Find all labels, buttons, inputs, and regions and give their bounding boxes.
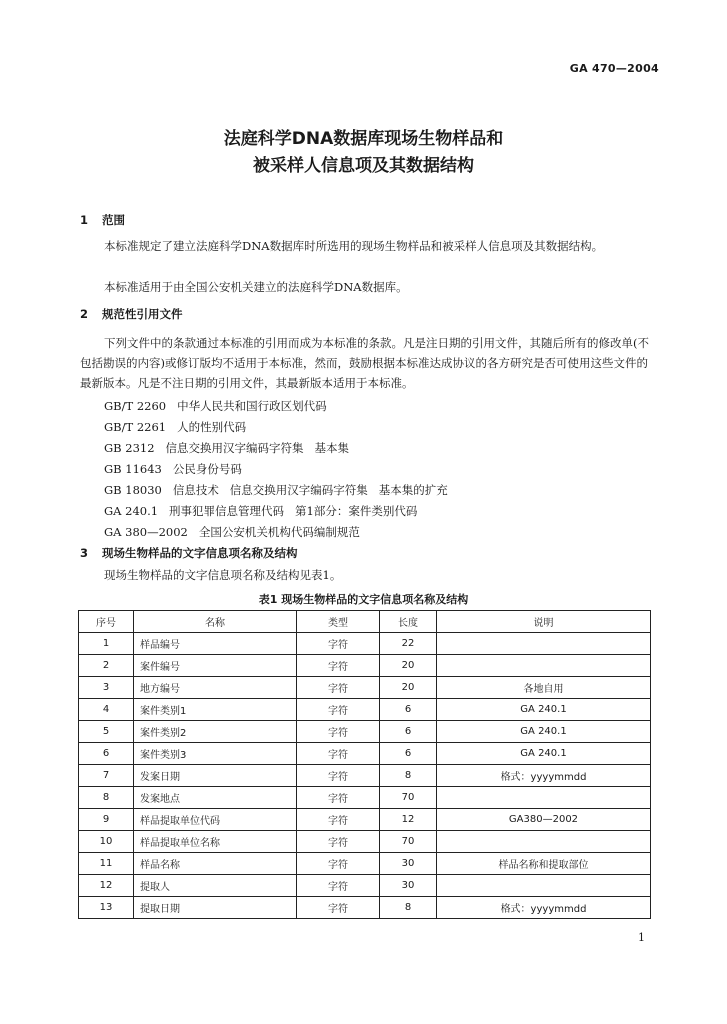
header-note: 说明	[437, 611, 651, 633]
row-note	[437, 787, 651, 809]
row-name: 样品名称	[134, 853, 297, 875]
row-note: GA 240.1	[437, 721, 651, 743]
row-note: 各地自用	[437, 677, 651, 699]
row-length: 8	[380, 765, 437, 787]
row-type: 字符	[297, 743, 380, 765]
section-title: 范围	[102, 213, 125, 227]
row-length: 6	[380, 721, 437, 743]
row-seq: 12	[79, 875, 134, 897]
row-seq: 10	[79, 831, 134, 853]
table-row	[79, 677, 651, 699]
section-number: 2	[80, 307, 89, 321]
row-note	[437, 875, 651, 897]
row-seq: 2	[79, 655, 134, 677]
row-note: GA 240.1	[437, 743, 651, 765]
row-length: 70	[380, 831, 437, 853]
table-row	[79, 809, 651, 831]
reference-item: GA 380—2002 全国公安机关机构代码编制规范	[104, 525, 360, 539]
row-note: 样品名称和提取部位	[437, 853, 651, 875]
section-1-paragraph-2: 本标准适用于由全国公安机关建立的法庭科学DNA数据库。	[104, 280, 408, 294]
table-row	[79, 897, 651, 919]
reference-item: GB/T 2260 中华人民共和国行政区划代码	[104, 399, 327, 413]
table-row	[79, 853, 651, 875]
row-name: 案件类别1	[134, 699, 297, 721]
row-note: GA380—2002	[437, 809, 651, 831]
row-type: 字符	[297, 633, 380, 655]
row-length: 20	[380, 655, 437, 677]
row-note	[437, 655, 651, 677]
row-type: 字符	[297, 787, 380, 809]
section-number: 1	[80, 213, 89, 227]
section-3-paragraph: 现场生物样品的文字信息项名称及结构见表1。	[104, 568, 342, 582]
row-length: 8	[380, 897, 437, 919]
row-seq: 5	[79, 721, 134, 743]
standard-number: GA 470—2004	[569, 62, 659, 75]
row-type: 字符	[297, 875, 380, 897]
row-length: 6	[380, 743, 437, 765]
row-name: 案件类别3	[134, 743, 297, 765]
row-note: 格式：yyyymmdd	[437, 897, 651, 919]
row-type: 字符	[297, 721, 380, 743]
section-title: 规范性引用文件	[102, 307, 183, 321]
table-row	[79, 699, 651, 721]
row-length: 30	[380, 875, 437, 897]
row-length: 12	[380, 809, 437, 831]
header-length: 长度	[380, 611, 437, 633]
table-caption: 表1 现场生物样品的文字信息项名称及结构	[258, 593, 469, 606]
document-title-line-2: 被采样人信息项及其数据结构	[253, 156, 474, 176]
table-row	[79, 787, 651, 809]
row-note: GA 240.1	[437, 699, 651, 721]
page-number: 1	[638, 931, 645, 944]
row-length: 20	[380, 677, 437, 699]
row-length: 22	[380, 633, 437, 655]
reference-item: GB 11643 公民身份号码	[104, 462, 242, 476]
row-note	[437, 831, 651, 853]
row-type: 字符	[297, 809, 380, 831]
row-name: 样品提取单位代码	[134, 809, 297, 831]
row-name: 案件编号	[134, 655, 297, 677]
header-type: 类型	[297, 611, 380, 633]
section-title: 现场生物样品的文字信息项名称及结构	[102, 546, 298, 560]
info-items-table	[78, 610, 651, 919]
section-1-heading	[80, 212, 125, 228]
row-seq: 13	[79, 897, 134, 919]
section-number: 3	[80, 546, 89, 560]
section-2-paragraph: 下列文件中的条款通过本标准的引用而成为本标准的条款。凡是注日期的引用文件，其随后所有的修改单(不包括勘误的内容)或修订版均不适用于本标准，然而，鼓励根据本标准达成协议的各方研究是否可使用这些文件的最新版本。凡是不注日期的引用文件，其最新版本适用于本标准。	[80, 336, 649, 390]
document-title-line-1: 法庭科学DNA数据库现场生物样品和	[223, 129, 504, 149]
row-name: 发案地点	[134, 787, 297, 809]
row-seq: 4	[79, 699, 134, 721]
row-note: 格式：yyyymmdd	[437, 765, 651, 787]
reference-item: GB/T 2261 人的性别代码	[104, 420, 247, 434]
row-seq: 3	[79, 677, 134, 699]
row-name: 样品提取单位名称	[134, 831, 297, 853]
reference-item: GB 2312 信息交换用汉字编码字符集 基本集	[104, 441, 349, 455]
row-seq: 9	[79, 809, 134, 831]
row-type: 字符	[297, 831, 380, 853]
section-1-paragraph-1: 本标准规定了建立法庭科学DNA数据库时所选用的现场生物样品和被采样人信息项及其数据结构。	[104, 239, 604, 253]
row-type: 字符	[297, 765, 380, 787]
row-type: 字符	[297, 897, 380, 919]
row-type: 字符	[297, 699, 380, 721]
reference-item: GB 18030 信息技术 信息交换用汉字编码字符集 基本集的扩充	[104, 483, 448, 497]
row-type: 字符	[297, 853, 380, 875]
row-name: 提取人	[134, 875, 297, 897]
reference-item: GA 240.1 刑事犯罪信息管理代码 第1部分：案件类别代码	[104, 504, 418, 518]
table-row	[79, 633, 651, 655]
section-3-heading	[80, 545, 298, 561]
row-note	[437, 633, 651, 655]
table-header-row	[79, 611, 651, 633]
row-type: 字符	[297, 655, 380, 677]
row-seq: 6	[79, 743, 134, 765]
row-length: 30	[380, 853, 437, 875]
table-row	[79, 875, 651, 897]
row-seq: 11	[79, 853, 134, 875]
row-length: 70	[380, 787, 437, 809]
row-seq: 1	[79, 633, 134, 655]
row-name: 地方编号	[134, 677, 297, 699]
header-seq: 序号	[79, 611, 134, 633]
row-length: 6	[380, 699, 437, 721]
row-name: 样品编号	[134, 633, 297, 655]
row-name: 提取日期	[134, 897, 297, 919]
row-type: 字符	[297, 677, 380, 699]
header-name: 名称	[134, 611, 297, 633]
table-row	[79, 743, 651, 765]
table-row	[79, 831, 651, 853]
table-row	[79, 765, 651, 787]
row-seq: 8	[79, 787, 134, 809]
table-row	[79, 721, 651, 743]
section-2-heading	[80, 306, 183, 322]
row-name: 案件类别2	[134, 721, 297, 743]
table-row	[79, 655, 651, 677]
row-seq: 7	[79, 765, 134, 787]
row-name: 发案日期	[134, 765, 297, 787]
